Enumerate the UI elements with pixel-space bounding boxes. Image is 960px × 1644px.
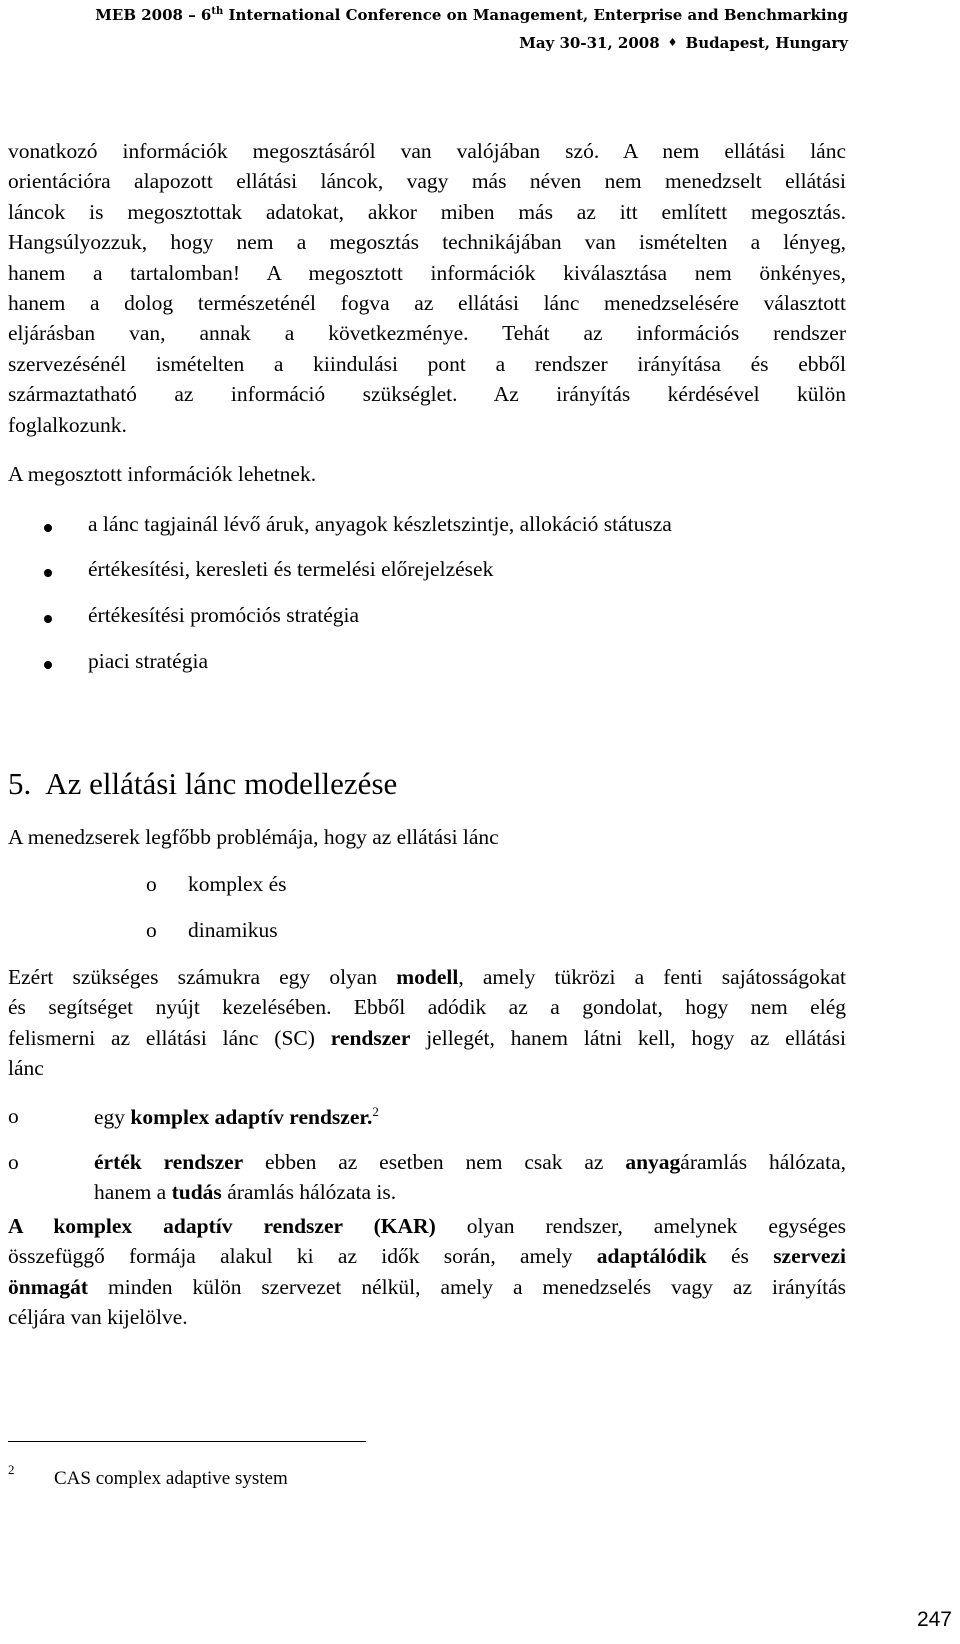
text-line: vonatkozó információk megosztásáról van valójában szó. A nem ellátási lánc bbox=[8, 139, 846, 163]
text-line bbox=[94, 1177, 846, 1207]
text-run: , amely tükrözi a fenti sajátosságokat bbox=[458, 965, 846, 989]
list-item-text: értékesítési promóciós stratégia bbox=[88, 603, 360, 627]
list-item-text bbox=[94, 1104, 379, 1130]
bold-term-value-system: érték rendszer bbox=[94, 1150, 244, 1174]
bullet-icon bbox=[44, 661, 52, 669]
bullet-icon bbox=[44, 615, 52, 623]
list-item-text: komplex és bbox=[188, 872, 287, 896]
paragraph-information-sharing bbox=[8, 136, 846, 440]
bold-term-cas-kar: A komplex adaptív rendszer (KAR) bbox=[8, 1214, 436, 1238]
text-line: lánc bbox=[8, 1056, 44, 1081]
text-line bbox=[8, 1211, 846, 1241]
conference-date-place bbox=[519, 34, 848, 52]
managers-problem-lead: A menedzserek legfőbb problémája, hogy az ellátási lánc bbox=[8, 825, 499, 849]
bullet-icon bbox=[44, 569, 52, 577]
footnote-reference: 2 bbox=[372, 1104, 379, 1119]
text-line: eljárásban van, annak a következménye. Tehát az információs rendszer bbox=[8, 321, 846, 346]
conference-prefix: MEB 2008 – 6 bbox=[95, 6, 212, 24]
conference-date: May 30-31, 2008 bbox=[519, 34, 660, 52]
text-line bbox=[8, 962, 846, 992]
footnote-number: 2 bbox=[8, 1462, 15, 1477]
text-run: felismerni az ellátási lánc (SC) bbox=[8, 1025, 331, 1050]
bold-term-itself: önmagát bbox=[8, 1274, 89, 1299]
section-number: 5. bbox=[8, 766, 32, 801]
text-run: egy bbox=[94, 1105, 131, 1130]
text-line: szervezésénél ismételten a kiindulási pont a rendszer irányítása és ebből bbox=[8, 351, 846, 376]
paragraph-model-need bbox=[8, 962, 846, 1084]
text-line: származtatható az információ szükséglet. Az irányítás kérdésével külön bbox=[8, 382, 846, 407]
circle-bullet-icon: o bbox=[146, 872, 157, 896]
diamond-separator-icon: ♦ bbox=[667, 36, 678, 49]
list-item-text bbox=[94, 1147, 846, 1208]
circle-bullet-icon: o bbox=[8, 1150, 19, 1174]
text-line: és segítséget nyújt kezelésében. Ebből adódik az a gondolat, hogy nem elég bbox=[8, 995, 846, 1020]
text-run: Ezért szükséges számukra egy olyan bbox=[8, 965, 397, 989]
text-run: ebben az esetben nem csak az bbox=[243, 1150, 626, 1174]
bold-term-organizes: szervezi bbox=[773, 1244, 846, 1269]
page-number: 247 bbox=[916, 1608, 952, 1631]
conference-ordinal-suffix: th bbox=[211, 6, 224, 17]
text-line: céljára van kijelölve. bbox=[8, 1305, 188, 1330]
shared-info-lead: A megosztott információk lehetnek. bbox=[8, 462, 317, 486]
text-line: láncok is megosztottak adatokat, akkor miben más az itt említett megosztás. bbox=[8, 199, 846, 224]
text-line bbox=[8, 1023, 846, 1053]
text-line: hanem a dolog természeténél fogva az ellátási lánc menedzselésére választott bbox=[8, 291, 846, 316]
conference-header bbox=[95, 6, 848, 24]
conference-place: Budapest, Hungary bbox=[685, 34, 848, 52]
conference-title: International Conference on Management, Enterprise and Benchmarking bbox=[223, 6, 848, 24]
circle-bullet-icon: o bbox=[146, 918, 157, 942]
text-line bbox=[8, 1272, 846, 1302]
list-item-text: a lánc tagjainál lévő áruk, anyagok készletszintje, allokáció státusza bbox=[88, 512, 672, 536]
bold-term-cas: komplex adaptív rendszer. bbox=[130, 1105, 373, 1130]
bold-term-model: modell bbox=[396, 965, 459, 989]
text-line bbox=[94, 1147, 846, 1177]
text-line bbox=[8, 1241, 846, 1271]
text-run: jellegét, hanem látni kell, hogy az ellátási bbox=[410, 1025, 846, 1050]
section-heading bbox=[8, 766, 397, 802]
list-item-text: dinamikus bbox=[188, 918, 278, 942]
text-run: áramlás hálózata is. bbox=[221, 1180, 397, 1205]
text-run: áramlás hálózata, bbox=[680, 1150, 846, 1174]
footnote-text: CAS complex adaptive system bbox=[54, 1468, 288, 1489]
text-run: olyan rendszer, amelynek egységes bbox=[435, 1214, 846, 1238]
text-run: minden külön szervezet nélkül, amely a menedzselés vagy az irányítás bbox=[88, 1274, 846, 1299]
bold-term-knowledge: tudás bbox=[171, 1180, 222, 1205]
circle-bullet-icon: o bbox=[8, 1104, 19, 1128]
text-line: foglalkozunk. bbox=[8, 412, 127, 437]
text-line: hanem a tartalomban! A megosztott információk kiválasztása nem önkényes, bbox=[8, 260, 846, 285]
paragraph-cas-definition bbox=[8, 1211, 846, 1333]
text-run: és bbox=[706, 1244, 774, 1269]
section-title: Az ellátási lánc modellezése bbox=[45, 766, 398, 801]
text-run: összefüggő formája alakul ki az idők során, amely bbox=[8, 1244, 597, 1269]
list-item-text: piaci stratégia bbox=[88, 649, 208, 673]
text-line: orientációra alapozott ellátási láncok, vagy más néven nem menedzselt ellátási bbox=[8, 169, 846, 194]
text-line: Hangsúlyozzuk, hogy nem a megosztás technikájában van ismételten a lényeg, bbox=[8, 230, 846, 255]
bold-term-system: rendszer bbox=[330, 1025, 411, 1050]
text-run: hanem a bbox=[94, 1180, 172, 1205]
bold-term-adapts: adaptálódik bbox=[596, 1244, 707, 1269]
bold-term-material: anyag bbox=[625, 1150, 681, 1174]
footnote-divider bbox=[8, 1441, 366, 1442]
bullet-icon bbox=[44, 524, 52, 532]
list-item-text: értékesítési, keresleti és termelési előrejelzések bbox=[88, 557, 494, 581]
